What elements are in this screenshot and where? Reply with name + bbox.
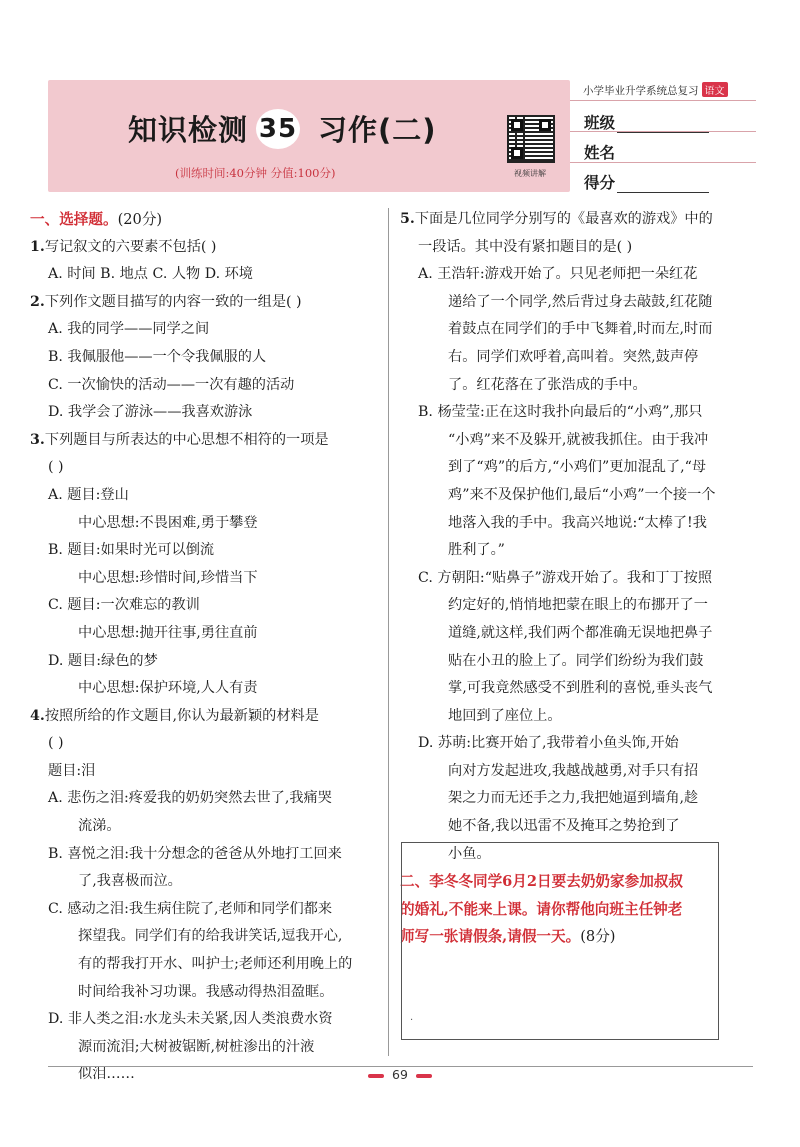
page-title	[128, 108, 437, 149]
text-line: 中心思想:保护环境,人人有责	[78, 680, 258, 697]
question	[30, 234, 380, 262]
text-line: 中心思想:抛开往事,勇往直前	[78, 624, 258, 641]
answer-option: D. 非人类之泪:水龙头未关紧,因人类浪费水资	[48, 1011, 333, 1028]
text-line: 掌,可我竟然感受不到胜利的喜悦,垂头丧气	[448, 680, 713, 697]
text-line: 右。同学们欢呼着,高叫着。突然,鼓声停	[448, 348, 699, 365]
text-line: 一段话。其中没有紧扣题目的是( )	[418, 238, 633, 255]
series-name	[583, 82, 728, 98]
question-number: 4.	[30, 707, 45, 724]
series-text: 小学毕业升学系统总复习	[583, 85, 699, 97]
text-line: 时间给我补习功课。我感动得热泪盈眶。	[78, 983, 334, 1000]
text-line: 了,我喜极而泣。	[78, 873, 182, 890]
answer-option: C. 题目:一次难忘的教训	[48, 597, 200, 614]
answer-option: A. 题目:登山	[48, 486, 129, 503]
text-line: 到了“鸡”的后方,“小鸡们”更加混乱了,“母	[448, 459, 707, 476]
text-line: 道缝,就这样,我们两个都准确无误地把鼻子	[448, 624, 713, 641]
text-line: 胜利了。”	[448, 542, 505, 559]
question-text: 写记叙文的六要素不包括( )	[44, 238, 217, 255]
text-line: 小鱼。	[448, 845, 491, 862]
text-line: 地回到了座位上。	[448, 707, 562, 724]
footer	[0, 1067, 800, 1082]
question-text: 下面是几位同学分别写的《最喜欢的游戏》中的	[414, 211, 713, 227]
text-line: 探望我。同学们有的给我讲笑话,逗我开心,	[78, 928, 343, 945]
text-line: 架之力而无还手之力,我把她逼到墙角,趁	[448, 790, 699, 807]
question	[30, 427, 380, 455]
title-number: 35	[256, 109, 300, 149]
text-line: 源而流泪;大树被锯断,树桩渗出的汁液	[78, 1038, 315, 1055]
text-line: 流涕。	[78, 818, 121, 835]
score-label: 得分	[584, 174, 616, 192]
text-line: 她不备,我以迅雷不及掩耳之势抢到了	[448, 818, 680, 835]
text-line: ( )	[48, 735, 64, 752]
name-label: 姓名	[584, 144, 616, 162]
answer-option: B. 杨莹莹:正在这时我扑向最后的“小鸡”,那只	[418, 404, 703, 421]
answer-option: D. 题目:绿色的梦	[48, 652, 158, 669]
question-number: 1.	[30, 238, 45, 255]
text-line: 着鼓点在同学们的手中飞舞着,时而左,时而	[448, 321, 713, 338]
answer-mark: ·	[410, 1015, 414, 1026]
column-divider	[388, 208, 389, 1056]
class-field[interactable]	[584, 111, 709, 133]
text-line: 似泪……	[78, 1066, 135, 1083]
answer-option: B. 喜悦之泪:我十分想念的爸爸从外地打工回来	[48, 845, 342, 862]
title-prefix: 知识检测	[128, 113, 249, 147]
question-text: 下列作文题目描写的内容一致的一组是( )	[44, 293, 302, 310]
question-number: 5.	[400, 211, 415, 227]
text-line: 约定好的,悄悄地把蒙在眼上的布挪开了一	[448, 597, 708, 614]
question-text: 下列题目与所表达的中心思想不相符的一项是	[44, 431, 329, 448]
answer-option: A. 悲伤之泪:疼爱我的奶奶突然去世了,我痛哭	[48, 790, 332, 807]
right-column	[400, 206, 745, 951]
text-line: 了。红花落在了张浩成的手中。	[448, 376, 647, 393]
section-title-text: 的婚礼,不能来上课。请你帮他向班主任钟老	[400, 900, 683, 918]
student-info-box	[570, 100, 756, 193]
text-line: 地落入我的手中。我高兴地说:“太棒了!我	[448, 514, 707, 531]
text-line: 鸡”来不及保护他们,最后“小鸡”一个接一个	[448, 486, 716, 503]
left-column	[30, 206, 380, 1089]
answer-option: C. 感动之泪:我生病住院了,老师和同学们都来	[48, 900, 333, 917]
section-title-text: 一、选择题。	[30, 211, 118, 228]
question	[400, 206, 745, 234]
text-line: “小鸡”来不及躲开,就被我抓住。由于我冲	[448, 431, 709, 448]
page-number: 69	[392, 1067, 408, 1082]
answer-option: A. 我的同学——同学之间	[48, 321, 210, 338]
question-number: 2.	[30, 293, 45, 310]
qr-label: 视频讲解	[514, 169, 546, 178]
answer-option: B. 题目:如果时光可以倒流	[48, 542, 215, 559]
question	[30, 289, 380, 317]
text-line: 贴在小丑的脸上了。同学们纷纷为我们鼓	[448, 652, 704, 669]
answer-option: C. 一次愉快的活动——一次有趣的活动	[48, 376, 295, 393]
title-suffix: 习作(二)	[318, 113, 437, 147]
answer-option: B. 我佩服他——一个令我佩服的人	[48, 348, 267, 365]
section-score: (8分)	[580, 928, 616, 946]
answer-option: C. 方朝阳:“贴鼻子”游戏开始了。我和丁丁按照	[418, 569, 713, 586]
answer-option: 题目:泪	[48, 762, 96, 779]
score-field[interactable]	[584, 171, 709, 193]
qr-code-icon[interactable]	[507, 115, 555, 163]
question-number: 3.	[30, 431, 45, 448]
answer-option: D. 苏萌:比赛开始了,我带着小鱼头饰,开始	[418, 735, 679, 752]
class-label: 班级	[584, 114, 616, 132]
section-score: (20分)	[117, 211, 163, 228]
answer-option: D. 我学会了游泳——我喜欢游泳	[48, 404, 253, 421]
section-title-text: 二、李冬冬同学6月2日要去奶奶家参加叔叔	[400, 873, 683, 891]
section-title-text: 师写一张请假条,请假一天。	[400, 928, 581, 946]
name-field[interactable]	[584, 141, 709, 163]
subject-badge: 语文	[702, 82, 728, 97]
section-title	[30, 206, 380, 234]
answer-option: A. 王浩轩:游戏开始了。只见老师把一朵红花	[418, 266, 698, 283]
answer-option: A. 时间 B. 地点 C. 人物 D. 环境	[48, 266, 253, 283]
question-text: 按照所给的作文题目,你认为最新颖的材料是	[44, 707, 319, 724]
text-line: ( )	[48, 459, 64, 476]
question	[30, 703, 380, 731]
text-line: 中心思想:珍惜时间,珍惜当下	[78, 569, 258, 586]
text-line: 递给了一个同学,然后背过身去敲鼓,红花随	[448, 293, 713, 310]
text-line: 中心思想:不畏困难,勇于攀登	[78, 514, 258, 531]
answer-box[interactable]	[401, 842, 719, 1040]
text-line: 向对方发起进攻,我越战越勇,对手只有招	[448, 762, 699, 779]
text-line: 有的帮我打开水、叫护士;老师还利用晚上的	[78, 956, 353, 973]
training-info: (训练时间:40分钟 分值:100分)	[175, 166, 336, 180]
